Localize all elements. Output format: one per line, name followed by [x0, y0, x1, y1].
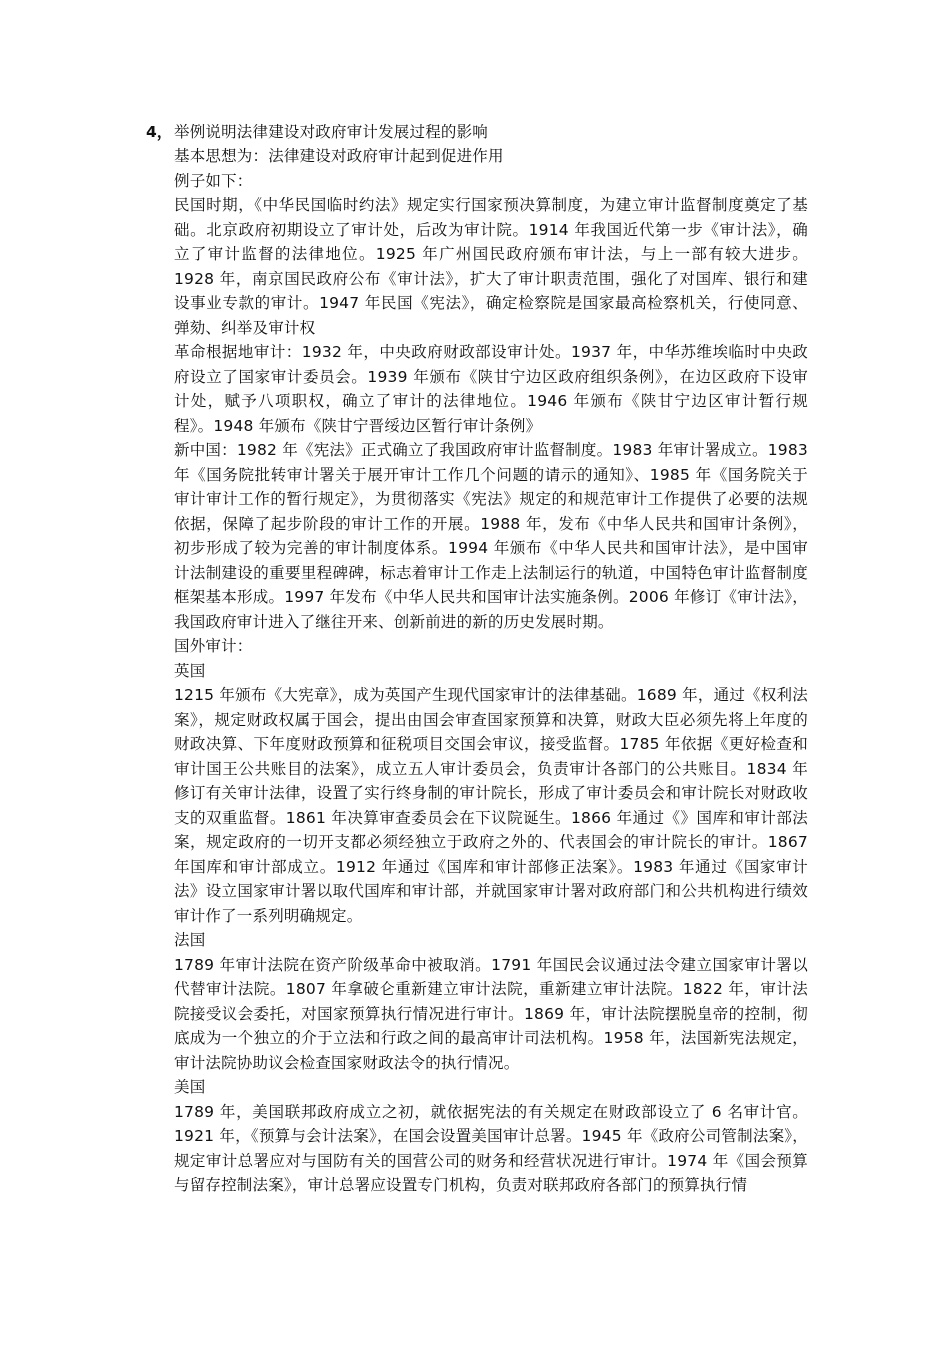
- paragraph-france: 1789 年审计法院在资产阶级革命中被取消。1791 年国民会议通过法令建立国家审计署以代替审计法院。1807 年拿破仑重新建立审计法院，重新建立审计法院。1822 年，审计法院接受议会委托，对国家预算执行情况进行审计。1869 年，审计法院摆脱皇帝的控制，彻底成为一个独立的介于立法和行政之间的最高审计司法机构。1958 年，法国新宪法规定，审计法院协助议会检查国家财政法令的执行情况。: [174, 955, 808, 1072]
- paragraph-uk: 1215 年颁布《大宪章》，成为英国产生现代国家审计的法律基础。1689 年，通过《权利法案》，规定财政权属于国会，提出由国会审查国家预算和决算，财政大臣必须先将上年度的财政决算、下年度财政预算和征税项目交国会审议，接受监督。1785 年依据《更好检查和审计国王公共账目的法案》，成立五人审计委员会，负责审计各部门的公共账目。1834 年修订有关审计法律，设置了实行终身制的审计院长，形成了审计委员会和审计院长对财政收支的双重监督。1861 年决算审查委员会在下议院诞生。1866 年通过《》国库和审计部法案，规定政府的一切开支都必须经独立于政府之外的、代表国会的审计院长的审计。1867 年国库和审计部成立。1912 年通过《国库和审计部修正法案》。1983 年通过《国家审计法》设立国家审计署以取代国库和审计部，并就国家审计署对政府部门和公共机构进行绩效审计作了一系列明确规定。: [174, 686, 808, 925]
- heading-usa: 美国: [174, 1078, 206, 1096]
- paragraph-xinzhongguo: 新中国：1982 年《宪法》正式确立了我国政府审计监督制度。1983 年审计署成立。1983 年《国务院批转审计署关于展开审计工作几个问题的请示的通知》、1985 年《国务院关于审计审计工作的暂行规定》，为贯彻落实《宪法》规定的和规范审计工作提供了必要的法规依据，保障了起步阶段的审计工作的开展。1988 年，发布《中华人民共和国审计条例》，初步形成了较为完善的审计制度体系。1994 年颁布《中华人民共和国审计法》，是中国审计法制建设的重要里程碑碑，标志着审计工作走上法制运行的轨道，中国特色审计监督制度框架基本形成。1997 年发布《中华人民共和国审计法实施条例。2006 年修订《审计法》，我国政府审计进入了继往开来、创新前进的新的历史发展时期。: [174, 441, 808, 631]
- heading-foreign-audit: 国外审计：: [174, 637, 253, 655]
- paragraph-geming: 革命根据地审计：1932 年，中央政府财政部设审计处。1937 年，中华苏维埃临时中央政府设立了国家审计委员会。1939 年颁布《陕甘宁边区政府组织条例》，在边区政府下设审计处，赋予八项职权，确立了审计的法律地位。1946 年颁布《陕甘宁边区审计暂行规程》。1948 年颁布《陕甘宁晋绥边区暂行审计条例》: [174, 343, 808, 435]
- heading-france: 法国: [174, 931, 206, 949]
- document-body: [174, 120, 808, 1198]
- paragraph-minguo: 民国时期，《中华民国临时约法》规定实行国家预决算制度，为建立审计监督制度奠定了基础。北京政府初期设立了审计处，后改为审计院。1914 年我国近代第一步《审计法》，确立了审计监督的法律地位。1925 年广州国民政府颁布审计法，与上一部有较大进步。1928 年，南京国民政府公布《审计法》，扩大了审计职责范围，强化了对国库、银行和建设事业专款的审计。1947 年民国《宪法》，确定检察院是国家最高检察机关，行使同意、弹劾、纠举及审计权: [174, 196, 808, 337]
- examples-label: 例子如下：: [174, 171, 253, 190]
- paragraph-usa: 1789 年，美国联邦政府成立之初，就依据宪法的有关规定在财政部设立了 6 名审计官。1921 年，《预算与会计法案》，在国会设置美国审计总署。1945 年《政府公司管制法案》，规定审计总署应对与国防有关的国营公司的财务和经营状况进行审计。1974 年《国会预算与留存控制法案》，审计总署应设置专门机构，负责对联邦政府各部门的预算执行情: [174, 1102, 808, 1194]
- heading-uk: 英国: [174, 661, 206, 680]
- question-number: 4，: [146, 123, 173, 141]
- basic-idea: 基本思想为：法律建设对政府审计起到促进作用: [174, 147, 504, 165]
- question-title: 举例说明法律建设对政府审计发展过程的影响: [174, 123, 489, 141]
